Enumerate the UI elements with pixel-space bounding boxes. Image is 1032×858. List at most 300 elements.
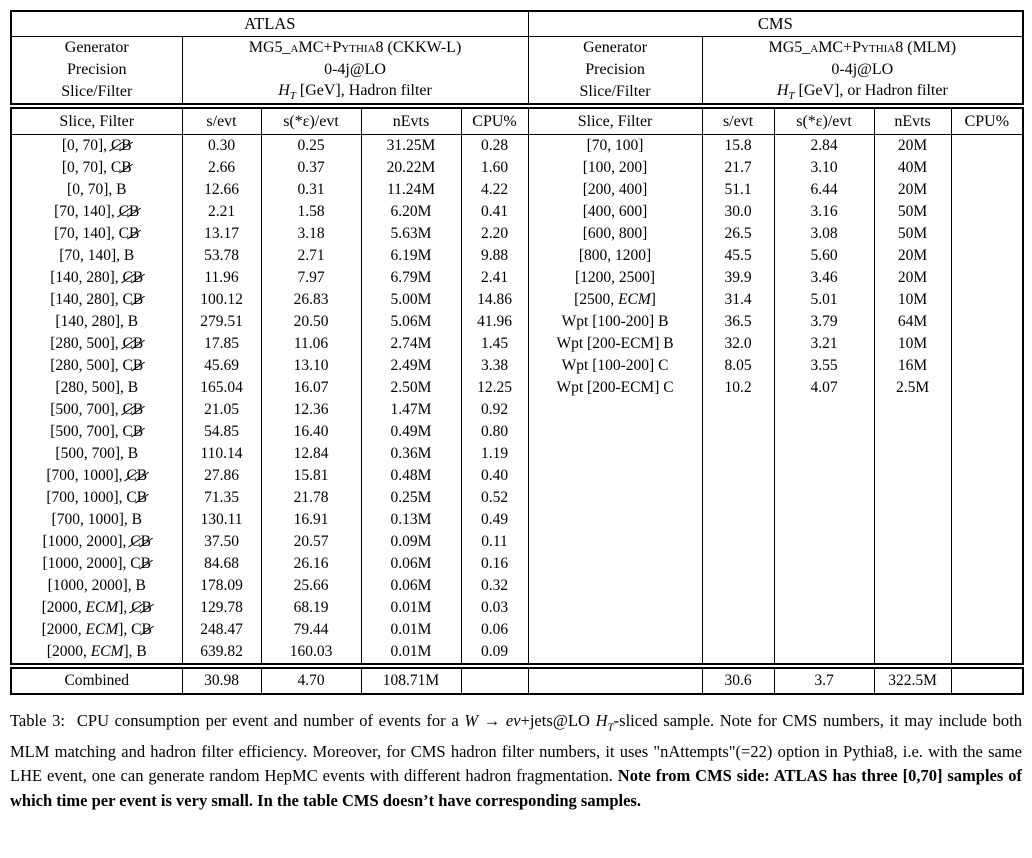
slice-filter-cell: [0, 70], B	[67, 181, 127, 198]
value-cell	[702, 509, 774, 531]
col-header-slice-filter: Slice, Filter	[11, 106, 182, 135]
value-cell	[951, 201, 1023, 223]
value-cell: 2.50M	[361, 377, 461, 399]
value-cell: 16M	[874, 355, 951, 377]
value-cell	[951, 597, 1023, 619]
value-cell: 0.06M	[361, 553, 461, 575]
slice-filter-cell	[528, 509, 702, 531]
slice-filter-cell: [280, 500], CB	[50, 357, 144, 374]
value-cell: 0.28	[461, 135, 528, 158]
value-cell: 11.06	[261, 333, 361, 355]
value-cell: 30.0	[702, 201, 774, 223]
value-cell: 0.01M	[361, 641, 461, 666]
value-cell: 26.16	[261, 553, 361, 575]
value-cell: 0.49M	[361, 421, 461, 443]
slice-filter-cell: [200, 400]	[528, 179, 702, 201]
value-cell: 15.81	[261, 465, 361, 487]
table-row	[11, 465, 1023, 487]
value-cell: 12.84	[261, 443, 361, 465]
cms-combined-label	[528, 666, 702, 694]
value-cell	[874, 465, 951, 487]
value-cell: 0.01M	[361, 597, 461, 619]
table-body	[11, 135, 1023, 667]
table-row	[11, 597, 1023, 619]
value-cell	[874, 443, 951, 465]
slice-filter-cell	[528, 575, 702, 597]
value-cell: 130.11	[182, 509, 261, 531]
value-cell	[774, 575, 874, 597]
cms-combined-s-evt: 30.6	[702, 666, 774, 694]
table-row	[11, 509, 1023, 531]
value-cell: 41.96	[461, 311, 528, 333]
value-cell: 32.0	[702, 333, 774, 355]
value-cell: 178.09	[182, 575, 261, 597]
cms-generator-value: MG5_aMC+Pythia8 (MLM)	[702, 37, 1023, 60]
table-row	[11, 487, 1023, 509]
slice-filter-cell: [800, 1200]	[528, 245, 702, 267]
value-cell	[874, 421, 951, 443]
value-cell	[874, 509, 951, 531]
table-row	[11, 289, 1023, 311]
slice-filter-cell: Wpt [100-200] C	[528, 355, 702, 377]
table-row	[11, 245, 1023, 267]
value-cell: 21.78	[261, 487, 361, 509]
value-cell: 50M	[874, 201, 951, 223]
value-cell	[874, 399, 951, 421]
value-cell: 27.86	[182, 465, 261, 487]
value-cell: 31.4	[702, 289, 774, 311]
value-cell	[951, 377, 1023, 399]
value-cell: 5.63M	[361, 223, 461, 245]
generator-row	[11, 37, 1023, 60]
value-cell: 17.85	[182, 333, 261, 355]
table-row	[11, 333, 1023, 355]
value-cell	[951, 157, 1023, 179]
cms-generator-label: Generator	[528, 37, 702, 60]
slice-filter-cell: [280, 500], CB	[50, 335, 144, 352]
value-cell	[702, 465, 774, 487]
value-cell: 0.16	[461, 553, 528, 575]
value-cell: 5.01	[774, 289, 874, 311]
value-cell	[951, 399, 1023, 421]
value-cell	[874, 531, 951, 553]
slice-filter-cell	[528, 531, 702, 553]
value-cell	[874, 641, 951, 666]
value-cell	[951, 179, 1023, 201]
table-row	[11, 531, 1023, 553]
slice-filter-cell: [600, 800]	[528, 223, 702, 245]
value-cell: 3.21	[774, 333, 874, 355]
slice-filter-cell	[528, 421, 702, 443]
slice-filter-cell: [0, 70], CB	[61, 137, 132, 154]
value-cell: 68.19	[261, 597, 361, 619]
value-cell	[951, 575, 1023, 597]
value-cell	[702, 487, 774, 509]
value-cell: 5.06M	[361, 311, 461, 333]
table-row	[11, 201, 1023, 223]
value-cell: 20M	[874, 267, 951, 289]
value-cell	[951, 355, 1023, 377]
slice-filter-cell: [700, 1000], CB	[46, 467, 148, 484]
value-cell: 0.01M	[361, 619, 461, 641]
col-header-s-eps-evt: s(*ε)/evt	[261, 106, 361, 135]
value-cell: 2.84	[774, 135, 874, 158]
value-cell	[774, 509, 874, 531]
col-header-nevts: nEvts	[361, 106, 461, 135]
value-cell: 25.66	[261, 575, 361, 597]
value-cell: 20.57	[261, 531, 361, 553]
slice-filter-cell	[528, 597, 702, 619]
value-cell	[774, 531, 874, 553]
value-cell: 31.25M	[361, 135, 461, 158]
column-header-row	[11, 106, 1023, 135]
value-cell	[951, 465, 1023, 487]
value-cell: 4.07	[774, 377, 874, 399]
value-cell: 3.38	[461, 355, 528, 377]
value-cell: 26.5	[702, 223, 774, 245]
value-cell	[774, 421, 874, 443]
col-header-cpu: CPU%	[461, 106, 528, 135]
cpu-consumption-table	[10, 10, 1024, 695]
atlas-precision-label: Precision	[66, 61, 127, 78]
atlas-combined-nevts: 108.71M	[361, 666, 461, 694]
value-cell	[951, 531, 1023, 553]
value-cell: 26.83	[261, 289, 361, 311]
value-cell: 248.47	[182, 619, 261, 641]
value-cell: 8.05	[702, 355, 774, 377]
value-cell: 84.68	[182, 553, 261, 575]
value-cell: 2.66	[182, 157, 261, 179]
table-row	[11, 575, 1023, 597]
slice-filter-cell: [700, 1000], B	[51, 511, 142, 528]
slice-filter-cell: [500, 700], B	[55, 445, 139, 462]
value-cell: 45.69	[182, 355, 261, 377]
cms-slice-value: $H_T$ [GeV], or Hadron filter	[702, 81, 1023, 106]
value-cell: 0.41	[461, 201, 528, 223]
value-cell: 10M	[874, 289, 951, 311]
table-row	[11, 311, 1023, 333]
value-cell: 2.71	[261, 245, 361, 267]
table-row	[11, 553, 1023, 575]
value-cell: 160.03	[261, 641, 361, 666]
value-cell: 3.10	[774, 157, 874, 179]
value-cell	[874, 597, 951, 619]
value-cell	[774, 619, 874, 641]
value-cell: 6.19M	[361, 245, 461, 267]
slice-filter-cell: [280, 500], B	[55, 379, 139, 396]
value-cell	[702, 641, 774, 666]
value-cell: 5.60	[774, 245, 874, 267]
value-cell: 0.30	[182, 135, 261, 158]
slice-filter-cell	[528, 641, 702, 666]
slice-filter-cell: [400, 600]	[528, 201, 702, 223]
value-cell	[951, 135, 1023, 158]
value-cell: 1.47M	[361, 399, 461, 421]
atlas-slice-label: Slice/Filter	[61, 83, 133, 100]
value-cell: 0.37	[261, 157, 361, 179]
value-cell: 279.51	[182, 311, 261, 333]
col-header-cpu: CPU%	[951, 106, 1023, 135]
slice-filter-cell: Wpt [200-ECM] C	[528, 377, 702, 399]
value-cell: 5.00M	[361, 289, 461, 311]
cms-combined-nevts: 322.5M	[874, 666, 951, 694]
slice-filter-cell	[528, 553, 702, 575]
value-cell: 0.80	[461, 421, 528, 443]
table-row	[11, 223, 1023, 245]
atlas-combined-s-evt: 30.98	[182, 666, 261, 694]
value-cell	[951, 619, 1023, 641]
atlas-combined-label: Combined	[11, 666, 182, 694]
slice-filter-cell: [140, 280], CB	[50, 269, 144, 286]
value-cell: 1.58	[261, 201, 361, 223]
cms-precision-label: Precision	[528, 59, 702, 81]
atlas-combined-s-eps-evt: 4.70	[261, 666, 361, 694]
value-cell: 7.97	[261, 267, 361, 289]
table-row	[11, 443, 1023, 465]
value-cell	[702, 421, 774, 443]
value-cell	[951, 289, 1023, 311]
table-row	[11, 179, 1023, 201]
cms-combined-s-eps-evt: 3.7	[774, 666, 874, 694]
slice-filter-cell: [70, 140], CB	[54, 225, 140, 242]
table-row	[11, 399, 1023, 421]
value-cell: 6.79M	[361, 267, 461, 289]
value-cell: 64M	[874, 311, 951, 333]
slice-filter-cell: [0, 70], CB	[61, 159, 132, 176]
slice-filter-cell	[528, 399, 702, 421]
value-cell: 20M	[874, 135, 951, 158]
slice-filter-cell: [1200, 2500]	[528, 267, 702, 289]
slice-filter-cell: [1000, 2000], B	[47, 577, 146, 594]
value-cell	[874, 575, 951, 597]
value-cell: 110.14	[182, 443, 261, 465]
table-row	[11, 421, 1023, 443]
slice-filter-cell: [2000, ECM], B	[46, 643, 147, 660]
value-cell	[774, 399, 874, 421]
value-cell: 0.06	[461, 619, 528, 641]
value-cell	[951, 443, 1023, 465]
value-cell: 15.8	[702, 135, 774, 158]
slice-filter-cell	[528, 465, 702, 487]
cms-precision-value: 0-4j@LO	[702, 59, 1023, 81]
value-cell: 20.50	[261, 311, 361, 333]
value-cell: 4.22	[461, 179, 528, 201]
value-cell: 12.25	[461, 377, 528, 399]
value-cell: 20M	[874, 179, 951, 201]
value-cell: 50M	[874, 223, 951, 245]
value-cell: 37.50	[182, 531, 261, 553]
atlas-generator-label: Generator	[64, 39, 129, 56]
value-cell	[951, 311, 1023, 333]
value-cell: 1.45	[461, 333, 528, 355]
value-cell: 12.36	[261, 399, 361, 421]
value-cell: 0.32	[461, 575, 528, 597]
value-cell	[951, 223, 1023, 245]
slice-filter-cell: [140, 280], B	[55, 313, 139, 330]
value-cell: 0.48M	[361, 465, 461, 487]
value-cell: 2.5M	[874, 377, 951, 399]
value-cell: 2.49M	[361, 355, 461, 377]
value-cell	[951, 245, 1023, 267]
value-cell	[951, 553, 1023, 575]
cms-combined-cpu	[951, 666, 1023, 694]
value-cell	[702, 619, 774, 641]
value-cell: 11.96	[182, 267, 261, 289]
value-cell	[774, 597, 874, 619]
value-cell: 2.74M	[361, 333, 461, 355]
value-cell: 16.40	[261, 421, 361, 443]
slice-filter-cell: [700, 1000], CB	[46, 489, 148, 506]
slice-filter-cell: [2500, ECM]	[528, 289, 702, 311]
value-cell: 53.78	[182, 245, 261, 267]
value-cell: 1.19	[461, 443, 528, 465]
value-cell: 0.36M	[361, 443, 461, 465]
value-cell: 14.86	[461, 289, 528, 311]
value-cell: 45.5	[702, 245, 774, 267]
slice-filter-cell: Wpt [100-200] B	[528, 311, 702, 333]
value-cell	[951, 487, 1023, 509]
slice-filter-cell: [2000, ECM], CB	[41, 621, 152, 638]
value-cell: 16.07	[261, 377, 361, 399]
atlas-slice-value: $H_T$ [GeV], Hadron filter	[182, 81, 528, 106]
value-cell: 3.79	[774, 311, 874, 333]
value-cell	[702, 553, 774, 575]
value-cell: 20.22M	[361, 157, 461, 179]
value-cell: 0.09M	[361, 531, 461, 553]
value-cell: 2.20	[461, 223, 528, 245]
value-cell	[874, 487, 951, 509]
table-caption: Table 3: CPU consumption per event and number of events for a W → eν+jets@LO $H_T$-sliced sample. Note for CMS numbers, it may include both MLM matching and hadron filter efficiency. Moreover, for CMS hadron filter numbers, it uses "nAttempts"(=22) option in Pythia8, i.e. with the same LHE event, one can generate random HepMC events with different hadron fragmentation. Note from CMS side: ATLAS has three [0,70] samples of which time per event is very small. In the table CMS doesn’t have corresponding samples.	[10, 711, 1022, 810]
value-cell: 16.91	[261, 509, 361, 531]
value-cell: 0.03	[461, 597, 528, 619]
value-cell: 40M	[874, 157, 951, 179]
slice-filter-cell: [500, 700], CB	[50, 401, 144, 418]
value-cell: 1.60	[461, 157, 528, 179]
value-cell: 0.13M	[361, 509, 461, 531]
value-cell: 2.41	[461, 267, 528, 289]
value-cell: 20M	[874, 245, 951, 267]
value-cell: 6.44	[774, 179, 874, 201]
table-row	[11, 157, 1023, 179]
table-row	[11, 619, 1023, 641]
slice-filter-cell	[528, 619, 702, 641]
combined-row	[11, 666, 1023, 694]
value-cell: 0.52	[461, 487, 528, 509]
value-cell: 21.7	[702, 157, 774, 179]
value-cell	[702, 531, 774, 553]
value-cell: 639.82	[182, 641, 261, 666]
value-cell: 21.05	[182, 399, 261, 421]
value-cell	[951, 509, 1023, 531]
panel-title-row	[11, 11, 1023, 37]
value-cell: 71.35	[182, 487, 261, 509]
value-cell: 100.12	[182, 289, 261, 311]
value-cell: 9.88	[461, 245, 528, 267]
table-row	[11, 135, 1023, 158]
col-header-slice-filter: Slice, Filter	[528, 106, 702, 135]
table-row	[11, 267, 1023, 289]
slice-filter-cell: [100, 200]	[528, 157, 702, 179]
value-cell	[874, 553, 951, 575]
value-cell: 0.09	[461, 641, 528, 666]
slice-filter-cell: [1000, 2000], CB	[42, 533, 151, 550]
slice-filter-cell: [2000, ECM], CB	[41, 599, 152, 616]
value-cell: 3.08	[774, 223, 874, 245]
cms-slice-label: Slice/Filter	[528, 81, 702, 106]
col-header-s-evt: s/evt	[182, 106, 261, 135]
slice-filter-cell: [70, 100]	[528, 135, 702, 158]
value-cell: 10M	[874, 333, 951, 355]
slice-filter-cell: [140, 280], CB	[50, 291, 144, 308]
value-cell: 0.31	[261, 179, 361, 201]
value-cell: 51.1	[702, 179, 774, 201]
value-cell: 0.25	[261, 135, 361, 158]
value-cell	[774, 465, 874, 487]
atlas-precision-value: 0-4j@LO	[182, 59, 528, 81]
value-cell	[774, 443, 874, 465]
value-cell	[702, 575, 774, 597]
value-cell: 79.44	[261, 619, 361, 641]
col-header-s-eps-evt: s(*ε)/evt	[774, 106, 874, 135]
atlas-generator-value: MG5_aMC+Pythia8 (CKKW-L)	[182, 37, 528, 60]
slice-filter-cell: Wpt [200-ECM] B	[528, 333, 702, 355]
value-cell: 129.78	[182, 597, 261, 619]
table-row	[11, 641, 1023, 666]
col-header-nevts: nEvts	[874, 106, 951, 135]
table-row	[11, 377, 1023, 399]
value-cell	[951, 267, 1023, 289]
value-cell: 3.46	[774, 267, 874, 289]
col-header-s-evt: s/evt	[702, 106, 774, 135]
slice-filter-cell: [1000, 2000], CB	[42, 555, 151, 572]
value-cell: 0.40	[461, 465, 528, 487]
value-cell: 12.66	[182, 179, 261, 201]
value-cell	[774, 553, 874, 575]
slice-filter-cell: [70, 140], CB	[54, 203, 140, 220]
value-cell: 6.20M	[361, 201, 461, 223]
value-cell: 0.49	[461, 509, 528, 531]
value-cell: 0.11	[461, 531, 528, 553]
atlas-panel-title: ATLAS	[11, 11, 528, 37]
value-cell: 3.55	[774, 355, 874, 377]
table-row	[11, 355, 1023, 377]
precision-row	[11, 59, 1023, 81]
value-cell	[774, 487, 874, 509]
cms-panel-title: CMS	[528, 11, 1023, 37]
value-cell: 3.18	[261, 223, 361, 245]
value-cell: 36.5	[702, 311, 774, 333]
slice-filter-cell	[528, 443, 702, 465]
slice-filter-row	[11, 81, 1023, 106]
atlas-combined-cpu	[461, 666, 528, 694]
value-cell: 0.92	[461, 399, 528, 421]
value-cell: 3.16	[774, 201, 874, 223]
value-cell: 39.9	[702, 267, 774, 289]
value-cell: 13.17	[182, 223, 261, 245]
value-cell	[951, 421, 1023, 443]
value-cell	[874, 619, 951, 641]
value-cell	[774, 641, 874, 666]
slice-filter-cell: [500, 700], CB	[50, 423, 144, 440]
value-cell	[702, 399, 774, 421]
slice-filter-cell	[528, 487, 702, 509]
value-cell: 54.85	[182, 421, 261, 443]
value-cell: 0.06M	[361, 575, 461, 597]
slice-filter-cell: [70, 140], B	[59, 247, 135, 264]
value-cell	[702, 443, 774, 465]
value-cell	[702, 597, 774, 619]
value-cell: 165.04	[182, 377, 261, 399]
